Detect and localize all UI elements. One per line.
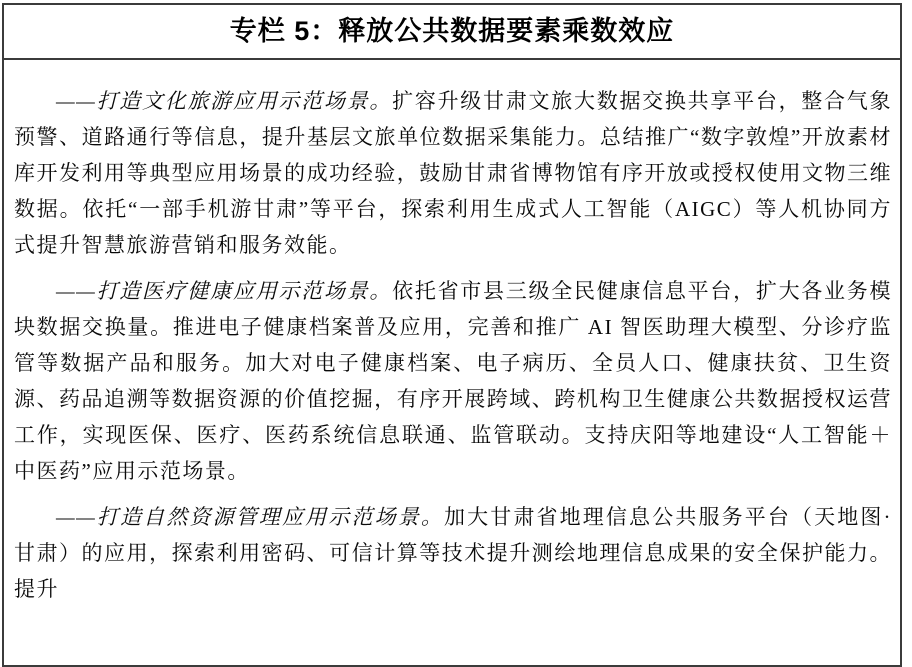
paragraph-healthcare [14, 273, 892, 489]
paragraph-culture-tourism [14, 83, 892, 263]
paragraph-text: 扩容升级甘肃文旅大数据交换共享平台，整合气象预警、道路通行等信息，提升基层文旅单位数据采集能力。总结推广“数字敦煌”开放素材库开发利用等典型应用场景的成功经验，鼓励甘肃省博物馆有序开放或授权使用文物三维数据。依托“一部手机游甘肃”等平台，探索利用生成式人工智能（AIGC）等人机协同方式提升智慧旅游营销和服务效能。 [14, 89, 893, 257]
panel-title: 专栏 5：释放公共数据要素乘数效应 [229, 16, 675, 46]
paragraph-lead: ——打造文化旅游应用示范场景。 [56, 89, 393, 113]
panel-body [4, 60, 900, 607]
paragraph-lead: ——打造医疗健康应用示范场景。 [56, 279, 393, 303]
paragraph-text: 依托省市县三级全民健康信息平台，扩大各业务模块数据交换量。推进电子健康档案普及应用，完善和推广 AI 智医助理大模型、分诊疗监管等数据产品和服务。加大对电子健康档案、电子病历、全员人口、健康扶贫、卫生资源、药品追溯等数据资源的价值挖掘，有序开展跨域、跨机构卫生健康公共数据授权运营工作，实现医保、医疗、医药系统信息联通、监管联动。支持庆阳等地建设“人工智能＋中医药”应用示范场景。 [14, 279, 893, 483]
panel-title-bar [4, 5, 900, 60]
paragraph-text: 加大甘肃省地理信息公共服务平台（天地图·甘肃）的应用，探索利用密码、可信计算等技术提升测绘地理信息成果的安全保护能力。提升 [14, 505, 893, 601]
column-panel [2, 3, 902, 667]
paragraph-lead: ——打造自然资源管理应用示范场景。 [56, 505, 444, 529]
paragraph-natural-resources [14, 499, 892, 607]
